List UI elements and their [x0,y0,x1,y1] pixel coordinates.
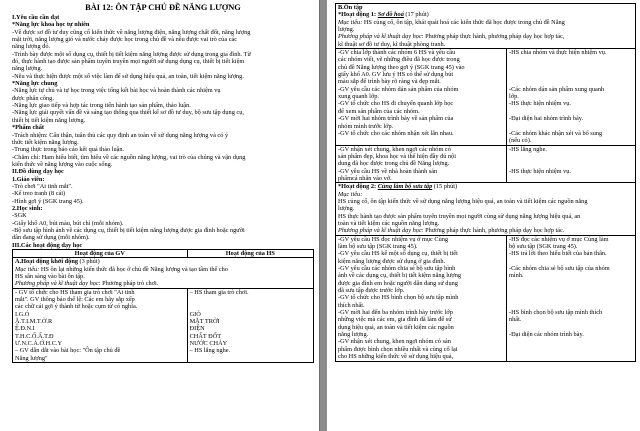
text-line: -Năng lực giao tiếp và hợp tác trong tiến hành tạo sản phẩm, thảo luận. [12,102,191,110]
table-row [336,49,636,145]
activity-a-block [13,258,314,288]
activity-1-label: *Hoạt động 1: [338,11,378,19]
section-activities: III.Các hoạt động dạy học [12,241,83,249]
subheading-general-competence: *Năng lực chung [12,80,58,88]
activity-2-block [336,183,636,235]
text-line: phẩm được bình chọn nhiều nhất và cùng cố lại [338,345,458,353]
table-row [336,235,636,361]
text-line: năng lượng. [12,65,43,73]
student-cell [507,145,636,183]
method-label: Phương pháp và kĩ thuật dạy học [15,280,99,288]
text-line: đã sưu tập được trước lớp. [338,287,405,295]
puzzle-answer: CHẤT ĐỐT [189,332,222,340]
text-line: - GV tổ chức cho HS tham gia trò chơi "Ai tinh [15,288,135,296]
text-line: – HS tham gia trò chơi. [189,288,249,296]
teacher-cell [336,49,507,145]
text-line: Năng lượng" [15,354,48,362]
text-line: xung quanh lớp. [338,93,379,101]
text-line: cho HS những kiến thức về sử dụng hiệu quả, [338,353,454,361]
text-line: để xem sản phẩm của các nhóm. [338,107,420,115]
method-label: Phương pháp và kĩ thuật dạy học [338,33,422,41]
text-line: dung đã học được trong chủ đề Năng lượng. [338,160,450,168]
text-line: : Phương pháp thực hành, phương pháp dạy học hợp tác, [421,33,565,41]
text-line: làm bộ sưu tập (SGK trang 45). [338,243,418,250]
table-row [336,4,636,49]
text-line: -Các nhóm khác nhận xét và bổ sung [509,129,603,137]
text-line: -GV nhận xét chung, khen ngợi nhóm có sản [338,338,451,346]
text-line: năng lượng. [338,331,369,339]
text-line: -Nêu và thực hiện được một số việc làm để sử dụng hiệu quả, an toàn, tiết kiệm năng lượng. [12,72,244,80]
text-line: mắt". GV thông báo thể lệ: Các em hãy sắp xếp [15,296,135,304]
subheading-science-competence: *Năng lực khoa học tự nhiên [12,21,90,29]
text-line: HS thực hành tạo được sản phẩm tuyên truyền mọi người cùng sử dụng năng lượng hiệu quả, an [338,212,581,220]
subheading-student: 2.Học sinh: [12,204,43,212]
text-line: -GV yêu cầu HS về nhà hoàn thành sản [338,167,438,175]
activity-a-time: (3 phút) [77,258,100,266]
puzzle-item: I.G.Ó [15,310,30,318]
table-header-row [13,250,314,258]
text-line: -Trách nhiệm: Cẩn thận, tuân thủ các quy định an toàn về sử dụng năng lượng và có ý [12,131,229,139]
text-line: bộ sưu tập (SGK trang 45). [509,243,578,250]
activity-a-title: A.Hoạt động khởi động [15,258,78,266]
text-line: kiến thức về năng lượng vào cuộc sống. [12,160,113,168]
text-line: nhất. [509,316,522,324]
text-line: -Năng lực tự chủ và tự học trong việc tổng kết bài học và hoàn thành các nhiệm vụ [12,87,221,95]
teacher-cell [336,145,507,183]
table-row [336,145,636,183]
text-line: giấy khổ A0. GV lưu ý HS có thể sử dụng bút [338,71,454,79]
table-row [13,258,314,288]
text-line: thiết bị tiết kiệm năng lượng. [12,116,86,124]
activities-table-right [335,3,636,362]
text-line: -GV yêu cầu HS kể một số dụng cụ, thiết bị tiết [338,250,458,258]
text-line: được gia đình em hoặc người dân đang sử dụng [338,279,458,287]
text-line: mặt trời, năng lượng gió và nước chảy được học trong chủ đề và nêu được vai trò của các [12,36,238,44]
text-line: – HS lắng nghe. [189,347,231,355]
activity-2-time: (15 phút) [432,183,458,191]
lesson-title: BÀI 12: ÔN TẬP CHỦ ĐỀ NĂNG LƯỢNG [85,3,241,12]
header-student-activity: Hoạt động của HS [187,250,313,258]
text-line: thức tiết kiệm năng lượng. [12,138,79,146]
text-line: -Hình gợi ý (SGK trang 45). [12,197,84,205]
puzzle-answer: GIÓ [189,310,201,318]
text-line: -Chăm chỉ: Ham hiểu biết, tìm hiểu về các nguồn năng lượng, vai trò của chúng và vận dụng [12,153,246,161]
text-line: -GV mời hai đến ba nhóm trình bày trước lớp [338,309,453,317]
text-line: -GV tổ chức cho các nhóm nhận xét lẫn nhau. [338,129,454,137]
text-line: lượng. [338,26,355,34]
method-label: Phương pháp và kĩ thuật dạy học [338,227,422,235]
text-line: năng lượng đó. [12,43,51,51]
teacher-cell [336,235,507,361]
text-line: HS củng cố, ôn tập kiến thức về sử dụng năng lượng hiệu quả, an toàn và tiết kiệm các nguồn năng [338,197,588,205]
text-line: -Đại diện hai nhóm trình bày. [509,115,584,123]
text-line: -GV tổ chức cho HS đi chuyển quanh lớp học [338,100,454,108]
text-line: sản phẩm đẹp, khoa học và thể hiện đầy đủ nội [338,152,457,160]
section-review: B.Ôn tập [338,4,363,11]
text-line: phẩmcá nhân vào vở. [338,174,392,182]
text-line: HS ôn lại những kiến thức đã học ở chủ đề Năng lượng và tạo tâm thế cho [39,265,228,273]
text-line: -Các nhóm chia sẻ bộ sưu tập của nhóm [509,265,610,273]
puzzle-item: T.H.C.Ố.Ấ.T.Đ [15,332,54,340]
student-cell [187,288,313,362]
text-line: -GV mời hai nhóm trình bày về sản phẩm của [338,115,454,123]
objective-label: Mục tiêu: [15,265,40,273]
puzzle-answer: MẶT TRỜI [189,318,220,326]
text-line: -HS thực hiện nhiệm vụ. [509,100,572,108]
text-line: được phân công. [12,94,54,102]
text-line: -GV chia lớp thành các nhóm 6 HS và yêu cầu [338,49,456,57]
section-requirements: I.Yêu cầu cần đạt [12,14,60,21]
text-line: -HS bình chọn bộ sưu tập mình thích [509,309,603,317]
text-line: -Trò chơi "Ai tinh mắt". [12,182,73,190]
puzzle-item: Ặ.T.I.M.T.Ờ.R [15,318,53,326]
activity-2-name: Cùng làm bộ sưu tập [377,183,433,191]
text-line: -GV yêu cầu HS đọc nhiệm vụ ở mục Cùng [338,235,449,243]
text-line: -HS đọc các nhiệm vụ ở mục Cùng làm [509,235,609,243]
text-line: -HS trả lời theo hiểu biết của bản thân. [509,250,607,258]
text-line: : Phương pháp trò chơi. [98,280,159,288]
text-line: các nhóm viết, vẽ những điều đã học được trong [338,56,460,64]
text-line: -HS thực hiện nhiệm vụ. [509,167,572,175]
text-line: -HS chia nhóm và thực hiện nhiệm vụ. [509,49,607,57]
text-line: -Đại diện các nhóm trình bày. [509,331,584,339]
text-line: (nếu có). [509,137,532,145]
text-line: -HS lắng nghe. [509,145,547,153]
puzzle-answer: NƯỚC CHẢY [189,340,228,348]
text-line: các chữ cái gợi ý thành từ hoặc cụm từ có nghĩa. [15,303,138,311]
text-line: -GV yêu cầu các nhóm chia sẻ bộ sưu tập hình [338,265,456,273]
puzzle-answer: ĐIỆN [189,325,205,333]
table-row [336,183,636,235]
text-line: dân đang sử dụng (mỗi nhóm). [12,234,90,242]
text-line: -Các nhóm dán sản phẩm xung quanh [509,85,605,93]
text-line: – GV dẫn dắt vào bài học: "Ôn tập chủ đề [15,347,121,355]
text-line: kĩ thuật sơ đồ tư duy, kĩ thuật phòng tranh. [338,40,446,48]
table-row [13,288,314,362]
text-line: : Phương pháp thực hành, phương pháp dạy học hợp tác. [421,227,565,235]
text-line: những việc mà các em, gia đình đã làm để sử [338,316,452,324]
text-line: -GV yêu cầu các nhóm dán sản phẩm của nhóm [338,85,459,93]
activity-1-name: Sơ đồ hoá [377,11,404,19]
text-line: toàn và tiết kiệm các nguồn năng lượng. [338,219,440,227]
text-line: màu sắp để trình bày rõ ràng và đẹp mắt. [338,78,441,86]
text-line: -Năng lực giải quyết vấn đề và sáng tạo thông qua thiết kế sơ đồ tư duy, bộ sưu tập dụng cụ, [12,109,244,117]
subheading-teacher: 1.Giáo viên: [12,175,45,183]
text-line: ảnh về các dụng cụ, thiết bị tiết kiệm năng lượng [338,272,462,280]
text-line: HS sẵn sàng vào bài ôn tập. [15,273,85,281]
section-materials: II.Đồ dùng dạy học [12,168,64,176]
text-line: lớp. [509,93,519,101]
text-line: lượng. [338,205,355,213]
teacher-cell [13,288,188,362]
text-line: đó, thực hành tạo được sản phẩm tuyên truyền mọi người sử dụng dụng cụ, thiết bị tiết kiệm [12,58,245,66]
header-teacher-activity: Hoạt động của GV [13,250,188,258]
text-line: HS củng cố, ôn tập, khái quát hoá các kiến thức đã học được trong chủ đề Năng [362,18,565,26]
right-page [327,0,640,431]
text-line: -Giấy khổ A0, bút màu, bút chì (mỗi nhóm). [12,219,124,227]
activity-2-label: *Hoạt động 2: [338,183,378,191]
text-line: thích nhất. [338,301,365,309]
text-line: -GV tổ chức cho HS bình chọn bộ sưu tập mình [338,294,459,302]
text-line: dụng hiệu quả, an toàn và tiết kiệm các nguồn [338,323,454,331]
objective-label: Mục tiêu: [338,18,363,26]
text-line: -GV nhận xét chung, khen ngợi các nhóm có [338,145,451,153]
text-line: chủ đề Năng lượng theo gợi ý (SGK trang 45) vào [338,63,465,71]
puzzle-item: Ư.N.C.Ả.Ớ.H.C.Y [15,340,63,348]
student-cell [507,49,636,145]
student-cell [507,235,636,361]
activities-table-left [12,249,314,363]
puzzle-item: Ệ.Đ.N.I [15,325,35,333]
text-line: -SGK [12,212,27,220]
text-line: nhóm mình trước lớp. [338,122,394,130]
text-line: -Về được sơ đồ tư duy cũng cố kiến thức về năng lượng điện, năng lượng chất đốt, năng lượng [12,28,251,36]
text-line: kiệm năng lượng được sử dụng ở gia đình. [338,257,446,265]
subheading-qualities: *Phẩm chất [12,124,45,132]
text-line: -Bộ sưu tập hình ảnh về các dụng cụ, thiết bị tiết kiệm năng lượng được gia đình hoặc người [12,226,245,234]
text-line: -Trình bày được một số dụng cụ, thiết bị tiết kiệm năng lượng được sử dụng trong gia đình. Từ [12,50,251,58]
objective-label: Mục tiêu: [338,190,363,198]
text-line: mình. [509,272,524,280]
activity-1-time: (17 phút) [403,11,429,19]
text-line: -Trung thực trong báo cáo kết quả thảo luận. [12,146,125,154]
page-gutter [320,0,327,431]
text-line: -Kế treo tranh (8 cái) [12,190,66,198]
section-b-block [336,4,636,49]
